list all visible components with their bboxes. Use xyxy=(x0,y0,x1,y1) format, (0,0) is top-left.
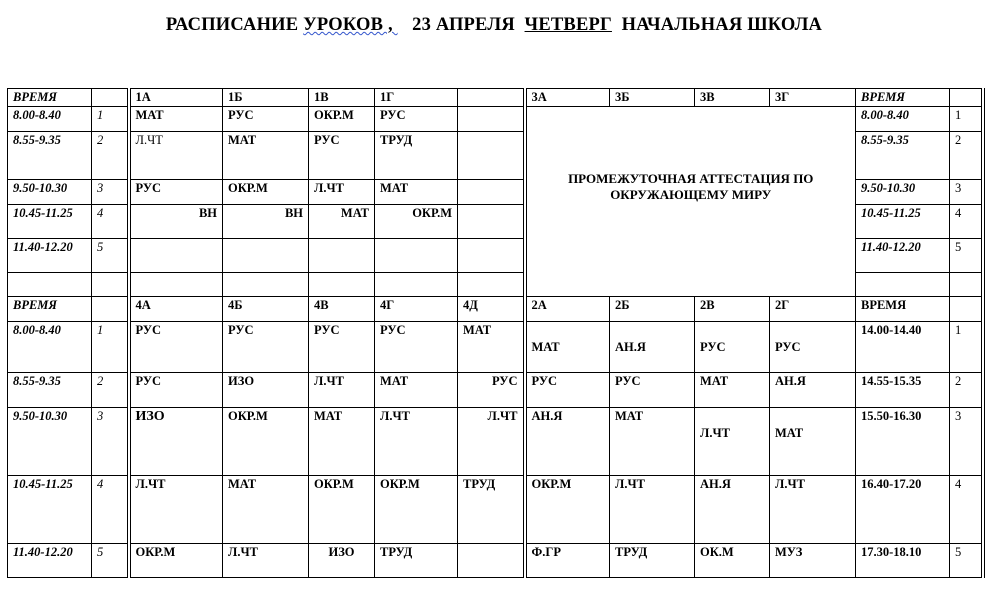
lesson-cell: ВН xyxy=(129,205,223,239)
lesson-cell xyxy=(129,239,223,273)
num-header xyxy=(92,297,129,322)
empty-cell xyxy=(856,273,950,297)
lesson-number: 3 xyxy=(950,180,983,205)
lesson-number: 5 xyxy=(92,239,129,273)
time-header: ВРЕМЯ xyxy=(856,297,950,322)
class-header: 3Г xyxy=(770,89,856,107)
lesson-cell: Л.ЧТ xyxy=(458,408,525,476)
lesson-number: 4 xyxy=(92,476,129,544)
lesson-cell: Л.ЧТ xyxy=(695,408,770,476)
lesson-cell xyxy=(458,239,525,273)
empty-cell xyxy=(92,273,129,297)
table-row xyxy=(8,408,983,476)
lesson-cell: ОК.М xyxy=(695,544,770,578)
bottom-header-row xyxy=(8,297,983,322)
class-header: 3В xyxy=(695,89,770,107)
lesson-cell: МУЗ xyxy=(770,544,856,578)
title-weekday: ЧЕТВЕРГ xyxy=(524,15,612,35)
class-header: 4Г xyxy=(375,297,458,322)
lesson-cell: РУС xyxy=(610,373,695,408)
lesson-cell: РУС xyxy=(129,180,223,205)
lesson-cell: Л.ЧТ xyxy=(610,476,695,544)
lesson-cell: ТРУД xyxy=(610,544,695,578)
lesson-cell: МАТ xyxy=(525,322,610,373)
lesson-cell: РУС xyxy=(309,132,375,180)
lesson-number: 5 xyxy=(950,239,983,273)
lesson-cell: ОКР.М xyxy=(129,544,223,578)
lesson-time: 11.40-12.20 xyxy=(8,544,92,578)
empty-cell xyxy=(458,273,525,297)
lesson-number: 3 xyxy=(950,408,983,476)
lesson-cell: ОКР.М xyxy=(375,476,458,544)
lesson-time: 8.55-9.35 xyxy=(8,373,92,408)
lesson-number: 5 xyxy=(950,544,983,578)
lesson-number: 4 xyxy=(950,476,983,544)
lesson-number: 1 xyxy=(950,107,983,132)
num-header xyxy=(950,89,983,107)
lesson-cell: ТРУД xyxy=(458,476,525,544)
class-header: 4В xyxy=(309,297,375,322)
class-header: 4А xyxy=(129,297,223,322)
class-header xyxy=(458,89,525,107)
class-header: 3А xyxy=(525,89,610,107)
title-part: УРОКОВ , xyxy=(303,15,398,35)
lesson-cell: Л.ЧТ xyxy=(770,476,856,544)
lesson-cell: РУС xyxy=(375,107,458,132)
class-header: 1Б xyxy=(223,89,309,107)
lesson-cell: ОКР.М xyxy=(309,476,375,544)
lesson-cell xyxy=(375,239,458,273)
lesson-cell: РУС xyxy=(129,373,223,408)
lesson-cell: РУС xyxy=(770,322,856,373)
lesson-time: 8.00-8.40 xyxy=(856,107,950,132)
lesson-cell xyxy=(458,107,525,132)
lesson-cell xyxy=(458,132,525,180)
lesson-cell: Л.ЧТ xyxy=(223,544,309,578)
lesson-time: 9.50-10.30 xyxy=(8,408,92,476)
lesson-cell: ОКР.М xyxy=(375,205,458,239)
class-header: 2А xyxy=(525,297,610,322)
time-header: ВРЕМЯ xyxy=(8,89,92,107)
table-row xyxy=(8,476,983,544)
lesson-number: 4 xyxy=(92,205,129,239)
top-header-row xyxy=(8,89,983,107)
lesson-cell: ИЗО xyxy=(223,373,309,408)
lesson-cell xyxy=(458,205,525,239)
page-title xyxy=(0,15,988,36)
lesson-cell: РУС xyxy=(525,373,610,408)
attestation-note: ПРОМЕЖУТОЧНАЯ АТТЕСТАЦИЯ ПО ОКРУЖАЮЩЕМУ МИРУ xyxy=(525,107,856,297)
schedule-table xyxy=(7,88,985,578)
lesson-cell: МАТ xyxy=(770,408,856,476)
lesson-time: 9.50-10.30 xyxy=(8,180,92,205)
class-header: 4Д xyxy=(458,297,525,322)
table-row xyxy=(8,544,983,578)
lesson-cell: РУС xyxy=(309,322,375,373)
class-header: 2Б xyxy=(610,297,695,322)
lesson-cell: МАТ xyxy=(695,373,770,408)
lesson-time: 9.50-10.30 xyxy=(856,180,950,205)
title-part: РАСПИСАНИЕ xyxy=(165,15,304,35)
lesson-number: 3 xyxy=(92,408,129,476)
empty-cell xyxy=(223,273,309,297)
lesson-cell: ТРУД xyxy=(375,132,458,180)
lesson-cell xyxy=(223,239,309,273)
lesson-cell xyxy=(458,180,525,205)
lesson-cell: ОКР.М xyxy=(309,107,375,132)
lesson-cell: ВН xyxy=(223,205,309,239)
class-header: 2Г xyxy=(770,297,856,322)
lesson-number: 2 xyxy=(950,373,983,408)
lesson-time: 8.00-8.40 xyxy=(8,322,92,373)
lesson-cell: Л.ЧТ xyxy=(129,132,223,180)
lesson-cell: МАТ xyxy=(375,373,458,408)
lesson-number: 2 xyxy=(950,132,983,180)
lesson-cell: ИЗО xyxy=(309,544,375,578)
lesson-time: 10.45-11.25 xyxy=(856,205,950,239)
lesson-time: 8.00-8.40 xyxy=(8,107,92,132)
lesson-cell: МАТ xyxy=(375,180,458,205)
num-header xyxy=(950,297,983,322)
lesson-number: 3 xyxy=(92,180,129,205)
lesson-cell: МАТ xyxy=(309,408,375,476)
lesson-cell: Л.ЧТ xyxy=(375,408,458,476)
lesson-cell xyxy=(309,239,375,273)
lesson-number: 2 xyxy=(92,132,129,180)
lesson-number: 2 xyxy=(92,373,129,408)
lesson-cell: АН.Я xyxy=(610,322,695,373)
table-row xyxy=(8,107,983,132)
lesson-time: 10.45-11.25 xyxy=(8,476,92,544)
time-header: ВРЕМЯ xyxy=(856,89,950,107)
title-date: 23 АПРЕЛЯ xyxy=(397,15,525,35)
lesson-time: 17.30-18.10 xyxy=(856,544,950,578)
lesson-time: 8.55-9.35 xyxy=(8,132,92,180)
lesson-number: 5 xyxy=(92,544,129,578)
lesson-cell: МАТ xyxy=(610,408,695,476)
lesson-cell: ОКР.М xyxy=(223,408,309,476)
lesson-time: 11.40-12.20 xyxy=(856,239,950,273)
lesson-cell: МАТ xyxy=(223,476,309,544)
lesson-cell: РУС xyxy=(223,107,309,132)
table-row xyxy=(8,322,983,373)
lesson-cell: АН.Я xyxy=(695,476,770,544)
lesson-cell: МАТ xyxy=(129,107,223,132)
lesson-cell: ОКР.М xyxy=(223,180,309,205)
num-header xyxy=(92,89,129,107)
lesson-time: 10.45-11.25 xyxy=(8,205,92,239)
table-row xyxy=(8,373,983,408)
empty-cell xyxy=(129,273,223,297)
empty-cell xyxy=(8,273,92,297)
lesson-time: 8.55-9.35 xyxy=(856,132,950,180)
lesson-cell xyxy=(458,544,525,578)
lesson-cell: РУС xyxy=(695,322,770,373)
lesson-cell: ИЗО xyxy=(129,408,223,476)
lesson-cell: Л.ЧТ xyxy=(309,180,375,205)
lesson-cell: ОКР.М xyxy=(525,476,610,544)
class-header: 1А xyxy=(129,89,223,107)
lesson-cell: МАТ xyxy=(223,132,309,180)
class-header: 2В xyxy=(695,297,770,322)
lesson-cell: Л.ЧТ xyxy=(309,373,375,408)
lesson-time: 14.55-15.35 xyxy=(856,373,950,408)
lesson-cell: АН.Я xyxy=(770,373,856,408)
time-header: ВРЕМЯ xyxy=(8,297,92,322)
class-header: 3Б xyxy=(610,89,695,107)
lesson-number: 1 xyxy=(950,322,983,373)
class-header: 1В xyxy=(309,89,375,107)
lesson-cell: Ф.ГР xyxy=(525,544,610,578)
lesson-cell: РУС xyxy=(129,322,223,373)
lesson-cell: Л.ЧТ xyxy=(129,476,223,544)
class-header: 4Б xyxy=(223,297,309,322)
empty-cell xyxy=(950,273,983,297)
lesson-number: 4 xyxy=(950,205,983,239)
lesson-cell: РУС xyxy=(375,322,458,373)
lesson-cell: ТРУД xyxy=(375,544,458,578)
lesson-number: 1 xyxy=(92,107,129,132)
lesson-cell: МАТ xyxy=(458,322,525,373)
lesson-time: 11.40-12.20 xyxy=(8,239,92,273)
lesson-time: 15.50-16.30 xyxy=(856,408,950,476)
lesson-cell: РУС xyxy=(458,373,525,408)
lesson-cell: МАТ xyxy=(309,205,375,239)
lesson-cell: РУС xyxy=(223,322,309,373)
empty-cell xyxy=(309,273,375,297)
class-header: 1Г xyxy=(375,89,458,107)
lesson-time: 16.40-17.20 xyxy=(856,476,950,544)
lesson-number: 1 xyxy=(92,322,129,373)
empty-cell xyxy=(375,273,458,297)
title-school: НАЧАЛЬНАЯ ШКОЛА xyxy=(611,15,823,35)
lesson-cell: АН.Я xyxy=(525,408,610,476)
lesson-time: 14.00-14.40 xyxy=(856,322,950,373)
